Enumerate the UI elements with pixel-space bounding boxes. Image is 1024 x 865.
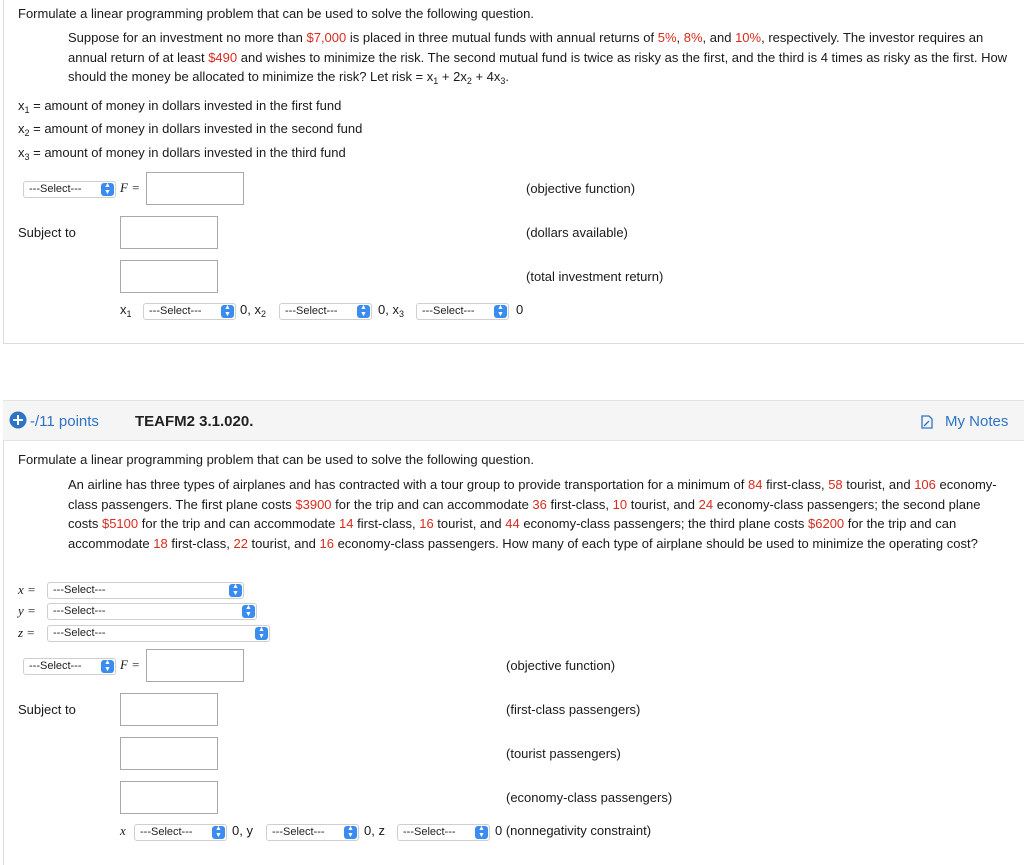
q2-nonneg-y-select[interactable]: ---Select--- ▲ ▼ (266, 824, 359, 841)
q2-nonneg-y-label: 0, y (232, 823, 253, 838)
select-arrows-icon: ▲ ▼ (221, 305, 234, 318)
q2-constraint-3-input[interactable] (120, 781, 218, 814)
q2-z-label: z = (18, 625, 36, 640)
select-arrows-icon: ▲ ▼ (242, 605, 255, 618)
q1-nonneg-end: 0 (516, 302, 524, 317)
q2-objective-label: (objective function) (506, 658, 616, 673)
q2-nonneg-z-label: 0, z (364, 823, 385, 838)
q2-nonneg-end: 0 (nonnegativity constraint) (495, 823, 652, 838)
q1-constraint-2-label: (total investment return) (526, 269, 664, 284)
q2-intro: Formulate a linear programming problem that can be used to solve the following question. (18, 452, 534, 467)
q1-objective-label: (objective function) (526, 181, 636, 196)
notes-icon (921, 415, 933, 429)
select-arrows-icon: ▲ ▼ (212, 826, 225, 839)
q2-nonneg-x-select[interactable]: ---Select--- ▲ ▼ (134, 824, 227, 841)
q2-constraint-2-input[interactable] (120, 737, 218, 770)
select-arrows-icon: ▲ ▼ (357, 305, 370, 318)
q1-def-x1: $x_1$ = amount of money in dollars invested in the first fund (18, 98, 342, 115)
q2-y-select[interactable]: ---Select--- ▲ ▼ (47, 603, 257, 620)
q2-y-label: y = (18, 603, 36, 618)
q1-constraint-2-input[interactable] (120, 260, 218, 293)
select-arrows-icon: ▲ ▼ (101, 183, 114, 196)
q2-f-label: F = (120, 657, 140, 672)
q2-x-label: x = (18, 582, 36, 597)
q1-nonneg-x2-select[interactable]: ---Select--- ▲ ▼ (279, 303, 372, 320)
expand-icon[interactable] (9, 411, 27, 429)
select-arrows-icon: ▲ ▼ (475, 826, 488, 839)
q2-constraint-2-label: (tourist passengers) (506, 746, 621, 761)
q2-nonneg-z-select[interactable]: ---Select--- ▲ ▼ (397, 824, 490, 841)
q2-constraint-3-label: (economy-class passengers) (506, 790, 673, 805)
q1-subject-to: Subject to (18, 225, 76, 240)
q2-objective-input[interactable] (146, 649, 244, 682)
q1-nonneg-x3-select[interactable]: ---Select--- ▲ ▼ (416, 303, 509, 320)
question-header (3, 400, 1024, 441)
q1-def-x2: $x_2$ = amount of money in dollars invested in the second fund (18, 121, 363, 138)
q1-objective-input[interactable] (146, 172, 244, 205)
q2-z-select[interactable]: ---Select--- ▲ ▼ (47, 625, 270, 642)
q2-subject-to: Subject to (18, 702, 76, 717)
q1-constraint-1-label: (dollars available) (526, 225, 628, 240)
q1-nonneg-x3-label: 0, $x_3$ (378, 302, 404, 319)
q2-x-select[interactable]: ---Select--- ▲ ▼ (47, 582, 244, 599)
select-arrows-icon: ▲ ▼ (255, 627, 268, 640)
q2-objective-select[interactable]: ---Select--- ▲ ▼ (23, 658, 116, 675)
q1-constraint-1-input[interactable] (120, 216, 218, 249)
select-arrows-icon: ▲ ▼ (344, 826, 357, 839)
my-notes-link[interactable]: My Notes (945, 413, 1009, 430)
q1-nonneg-x1-select[interactable]: ---Select--- ▲ ▼ (143, 303, 236, 320)
q2-constraint-1-input[interactable] (120, 693, 218, 726)
question-code: TEAFM2 3.1.020. (135, 413, 254, 430)
q1-intro: Formulate a linear programming problem that can be used to solve the following question. (18, 6, 534, 21)
q1-problem-text: Suppose for an investment no more than $7,000 is placed in three mutual funds with annual returns of 5%, 8%, and 10%, respectively. The investor requires an annual return of at least $490 and wishes to minimize the risk. The second mutual fund is twice as risky as the first, and the third is 4 times as risky as the first. How should the money be allocated to minimize the risk? Let risk = $x_1 + 2x_2 + 4x_3$. (68, 30, 1008, 87)
q1-nonneg-x1-label: $x_1$ (120, 302, 132, 319)
q1-f-label: F = (120, 180, 140, 195)
q2-constraint-1-label: (first-class passengers) (506, 702, 641, 717)
q1-objective-select[interactable]: ---Select--- ▲ ▼ (23, 181, 116, 198)
q1-nonneg-x2-label: 0, $x_2$ (240, 302, 266, 319)
select-arrows-icon: ▲ ▼ (494, 305, 507, 318)
q1-def-x3: $x_3$ = amount of money in dollars invested in the third fund (18, 145, 346, 162)
q2-nonneg-x-label: x (120, 823, 126, 838)
select-arrows-icon: ▲ ▼ (101, 660, 114, 673)
q2-problem-text: An airline has three types of airplanes and has contracted with a tour group to provide transportation for a minimum of 84 first-class, 58 tourist, and 106 economy-class passengers. The first plane costs $3900 for the trip and can accommodate 36 first-class, 10 tourist, and 24 economy-class passengers; the second plane costs $5100 for the trip and can accommodate 14 first-class, 16 tourist, and 44 economy-class passengers; the third plane costs $6200 for the trip and can accommodate 18 first-class, 22 tourist, and 16 economy-class passengers. How many of each type of airplane should be used to minimize the operating cost? (68, 477, 997, 551)
select-arrows-icon: ▲ ▼ (229, 584, 242, 597)
points-label: -/11 points (30, 413, 99, 430)
